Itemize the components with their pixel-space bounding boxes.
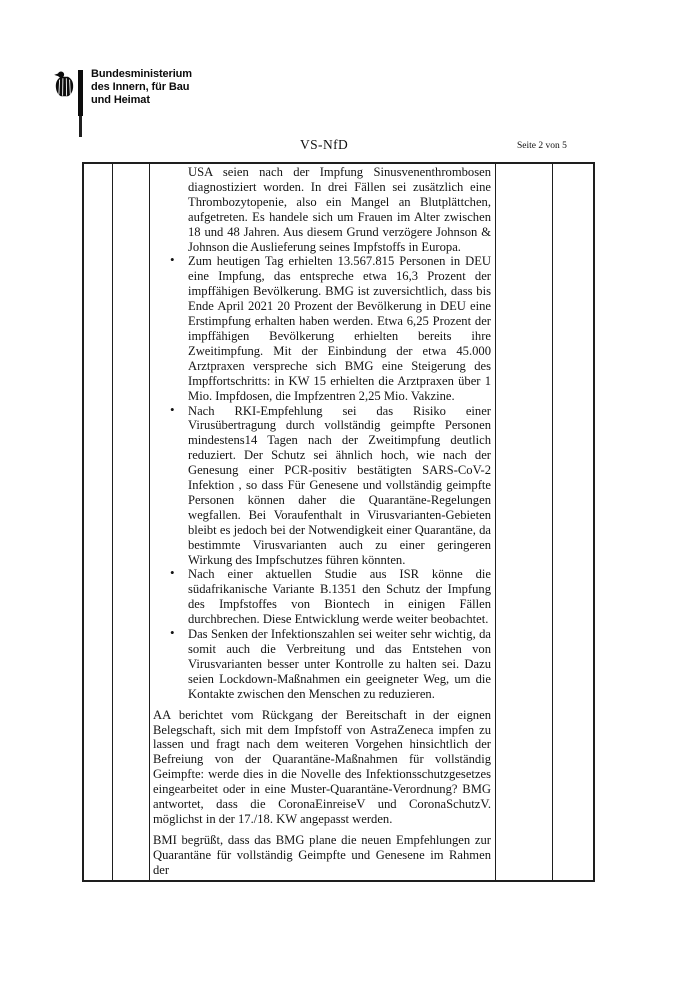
bmi-paragraph-text: BMI begrüßt, dass das BMG plane die neuen Empfehlungen zur Quarantäne für vollständig Geimpfte und Genesene im Rahmen der [153, 832, 491, 877]
bullet-text: Das Senken der Infektionszahlen sei weiter sehr wichtig, da somit auch die Verbreitung und das Entstehen von Virusvarianten besser unter Kontrolle zu halten sei. Dazu seien Lockdown-Maßnahmen ein geeigneter Weg, um die Kontakte zwischen den Menschen zu reduzieren. [188, 627, 491, 701]
continuation-text: USA seien nach der Impfung Sinusvenenthrombosen diagnostiziert worden. In drei Fällen sei zusätzlich eine Thrombozytopenie, also ein Mangel an Blutplättchen, aufgetreten. Es handele sich um Frauen im Alter zwischen 18 und 48 Jahren. Aus diesem Grund verzögere Johnson & Johnson die Auslieferung seines Impfstoffs in Europa. [188, 165, 491, 254]
bullet-text: Zum heutigen Tag erhielten 13.567.815 Personen in DEU eine Impfung, das entspreche etwa 16,3 Prozent der impffähigen Bevölkerung. BMG ist zuversichtlich, dass bis Ende April 2021 20 Prozent der Bevölkerung in DEU eine Erstimpfung erhalten haben werden. Etwa 6,25 Prozent der impffähigen Bevölkerung erhielten bereits ihre Zweitimpfung. Mit der Einbindung der etwa 45.000 Arztpraxen verspreche sich BMG eine Steigerung des Impffortschritts: in KW 15 erhielten die Arztpraxen über 1 Mio. Impfdosen, die Impfzentren 2,25 Mio. Vakzine. [188, 254, 491, 403]
page-number-indicator: Seite 2 von 5 [517, 141, 567, 151]
bmi-paragraph [153, 833, 491, 878]
continuation-paragraph [153, 165, 491, 254]
bullet-marker: • [170, 565, 175, 581]
ministry-name-line1: Bundesministerium [91, 68, 192, 80]
bullet-item [153, 401, 491, 568]
bullet-marker: • [170, 252, 175, 268]
table-cell-empty-right-2 [553, 164, 594, 880]
aa-paragraph-text: AA berichtet vom Rückgang der Bereitschaft in der eignen Belegschaft, sich mit dem Impfstoff von AstraZeneca impfen zu lassen und fragt nach dem weiteren Vorgehen hinsichtlich der Befreiung von der Quarantäne-Maßnahmen für vollständig Geimpfte: werde dies in die Novelle des Infektionsschutzgesetzes eingearbeitet oder in eine Muster-Quarantäne-Verordnung? BMG antwortet, dass die CoronaEinreiseV und CoronaSchutzV. möglichst in der 17./18. KW angepasst werden. [153, 707, 491, 826]
bullet-item [153, 627, 491, 702]
aa-paragraph [153, 708, 491, 827]
ministry-name-line2: des Innern, für Bau [91, 80, 190, 93]
logo-divider-bar [78, 70, 83, 116]
ministry-name [91, 68, 192, 107]
bullet-text: Nach einer aktuellen Studie aus ISR könne die südafrikanische Variante B.1351 den Schutz der Impfung des Impfstoffes von Biontech in einigen Fällen durchbrechen. Diese Entwicklung werde weiter beobachtet. [188, 567, 491, 627]
ministry-name-line3: und Heimat [91, 93, 150, 106]
classification-label: VS-NfD [300, 137, 349, 152]
bundesadler-eagle-icon [53, 70, 75, 98]
logo-divider-bar-tail [79, 116, 82, 137]
table-cell-empty-left-1 [84, 164, 113, 880]
bullet-marker: • [170, 401, 175, 417]
protocol-table [82, 162, 595, 882]
bullet-text: Nach RKI-Empfehlung sei das Risiko einer Virusübertragung durch vollständig geimpfte Personen mindestens14 Tagen nach der Zweitimpfung deutlich reduziert. Der Schutz sei ähnlich hoch, wie nach der Genesung einer PCR-positiv bestätigten SARS-CoV-2 Infektion , so dass Für Genesene und vollständig geimpfte Personen können daher die Quarantäne-Regelungen wegfallen. Bei Voraufenthalt in Virusvarianten-Gebieten bleibt es jedoch bei der Notwendigkeit einer Quarantäne, da bestimmte Virusvarianten auch zu einer geringeren Wirkung des Impfschutzes führen könnten. [188, 403, 491, 567]
table-cell-empty-left-2 [113, 164, 151, 880]
bullet-item [153, 254, 491, 403]
bullet-item [153, 567, 491, 627]
table-cell-empty-right-1 [496, 164, 553, 880]
table-cell-body-text [150, 164, 496, 880]
bullet-marker: • [170, 625, 175, 641]
